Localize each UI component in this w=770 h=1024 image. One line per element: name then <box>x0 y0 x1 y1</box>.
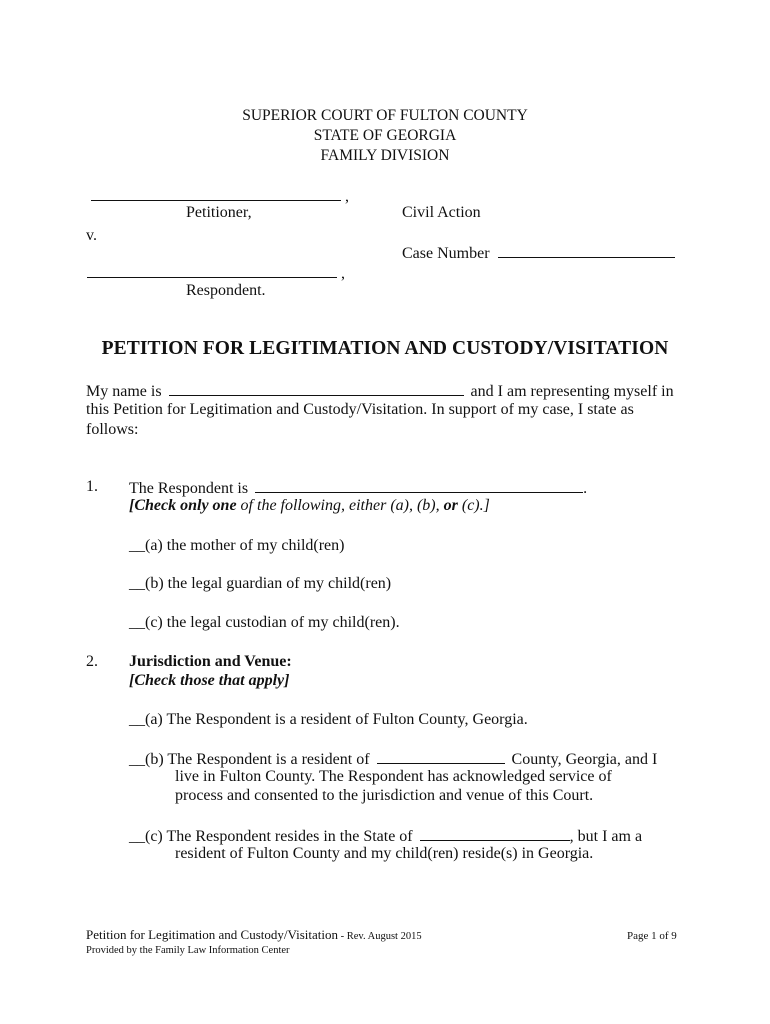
intro-line-2: this Petition for Legitimation and Custody/Visitation. In support of my case, I state as <box>86 401 634 418</box>
option-2b-text-end: County, Georgia, and I <box>511 751 658 768</box>
section-2-instruction: [Check those that apply] <box>129 672 290 689</box>
state-name: STATE OF GEORGIA <box>313 127 457 144</box>
instruction-bold: [Check only one <box>129 497 237 514</box>
court-name: SUPERIOR COURT OF FULTON COUNTY <box>242 107 528 124</box>
petition-title: PETITION FOR LEGITIMATION AND CUSTODY/VISITATION <box>101 338 669 359</box>
option-2b-line-3: process and consented to the jurisdiction and venue of this Court. <box>175 787 594 804</box>
versus-label: v. <box>86 227 97 244</box>
respondent-label: Respondent. <box>186 282 266 299</box>
division-name: FAMILY DIVISION <box>320 147 450 164</box>
section-1-instruction <box>129 496 490 516</box>
intro-prefix: My name is <box>86 383 162 400</box>
case-number-label: Case Number <box>402 245 490 262</box>
option-2a-checkbox[interactable]: __(a) The Respondent is a resident of Fulton County, Georgia. <box>129 711 528 728</box>
comma: , <box>345 188 349 205</box>
section-1-number: 1. <box>86 478 98 495</box>
option-2c-text: __(c) The Respondent resides in the State of <box>129 828 413 845</box>
civil-action-label: Civil Action <box>402 204 481 221</box>
instruction-text: of the following, either (a), (b), <box>236 497 444 514</box>
section-2-heading: Jurisdiction and Venue: <box>129 653 292 670</box>
option-2c-line-2: resident of Fulton County and my child(ren) reside(s) in Georgia. <box>175 845 594 862</box>
option-2b-text: __(b) The Respondent is a resident of <box>129 751 370 768</box>
intro-line-1 <box>86 380 674 402</box>
comma: , <box>341 265 345 282</box>
my-name-blank[interactable] <box>169 380 464 396</box>
intro-line-3: follows: <box>86 421 139 438</box>
petitioner-name-blank[interactable] <box>91 185 341 201</box>
footer-provider: Provided by the Family Law Information Center <box>86 945 290 956</box>
case-number-blank[interactable] <box>498 242 675 258</box>
option-1a-checkbox[interactable]: __(a) the mother of my child(ren) <box>129 537 345 554</box>
respondent-county-blank[interactable] <box>377 748 505 764</box>
respondent-name-blank[interactable] <box>87 262 337 278</box>
respondent-is-label: The Respondent is <box>129 480 249 497</box>
intro-suffix: and I am representing myself in <box>470 383 674 400</box>
footer-revision: - Rev. August 2015 <box>337 931 422 942</box>
instruction-or: or <box>443 497 458 514</box>
petitioner-label: Petitioner, <box>186 204 252 221</box>
respondent-relationship-blank[interactable] <box>255 477 583 493</box>
option-2b-line-2: live in Fulton County. The Respondent has acknowledged service of <box>175 768 612 785</box>
page-number: Page 1 of 9 <box>627 930 677 942</box>
option-1c-checkbox[interactable]: __(c) the legal custodian of my child(ren). <box>129 614 400 631</box>
option-2c-text-end: , but I am a <box>569 828 643 845</box>
period: . <box>583 480 588 497</box>
case-number-row <box>402 242 675 264</box>
footer-doc-title: Petition for Legitimation and Custody/Visitation <box>86 927 338 942</box>
instruction-end: (c).] <box>457 497 490 514</box>
option-1b-checkbox[interactable]: __(b) the legal guardian of my child(ren) <box>129 575 392 592</box>
respondent-state-blank[interactable] <box>420 825 570 841</box>
section-2-number: 2. <box>86 653 98 670</box>
